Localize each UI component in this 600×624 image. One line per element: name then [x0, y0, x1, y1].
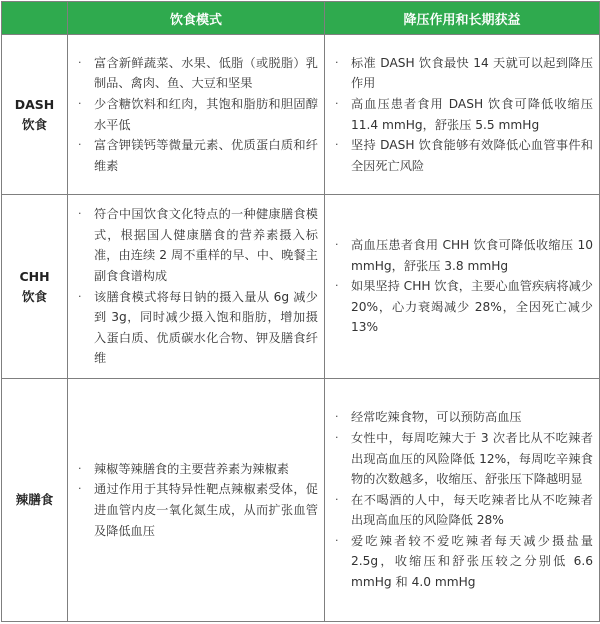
list-item: · 辣椒等辣膳食的主要营养素为辣椒素	[76, 459, 318, 480]
benefit-cell-chh	[325, 195, 600, 379]
bullet-dot-icon: ·	[335, 279, 339, 293]
list-item: · 通过作用于其特异性靶点辣椒素受体，促进血管内皮一氧化氮生成，从而扩张血管及降低血压	[76, 479, 318, 541]
list-item: · 女性中，每周吃辣大于 3 次者比从不吃辣者出现高血压的风险降低 12%，每周吃辛辣食物的次数越多，收缩压、舒张压下降越明显	[333, 428, 593, 490]
pattern-cell-chh	[68, 195, 325, 379]
pattern-cell-spicy	[68, 379, 325, 622]
diet-name-dash	[2, 35, 68, 195]
list-item: · 如果坚持 CHH 饮食，主要心血管疾病将减少 20%，心力衰竭减少 28%，全因死亡减少 13%	[333, 276, 593, 338]
header-diet-pattern: 饮食模式	[68, 2, 325, 35]
bullet-dot-icon: ·	[78, 96, 82, 110]
table-header-row	[2, 2, 600, 35]
table-row-dash	[2, 35, 600, 195]
bullet-dot-icon: ·	[78, 138, 82, 152]
list-item: · 富含钾镁钙等微量元素、优质蛋白质和纤维素	[76, 135, 318, 176]
bullet-dot-icon: ·	[78, 207, 82, 221]
list-item: · 在不喝酒的人中，每天吃辣者比从不吃辣者出现高血压的风险降低 28%	[333, 490, 593, 531]
bullet-dot-icon: ·	[335, 410, 339, 424]
bullet-dot-icon: ·	[335, 430, 339, 444]
table-row-chh	[2, 195, 600, 379]
list-item: · 爱吃辣者较不爱吃辣者每天减少摄盐量 2.5g，收缩压和舒张压较之分别低 6.6 mmHg 和 4.0 mmHg	[333, 531, 593, 593]
bullet-dot-icon: ·	[335, 533, 339, 547]
list-item: · 坚持 DASH 饮食能够有效降低心血管事件和全因死亡风险	[333, 135, 593, 176]
diet-name-text: DASH 饮食	[14, 96, 55, 132]
list-item: · 少含糖饮料和红肉，其饱和脂肪和胆固醇水平低	[76, 94, 318, 135]
bullet-dot-icon: ·	[78, 289, 82, 303]
table-row-spicy	[2, 379, 600, 622]
list-item: · 富含新鲜蔬菜、水果、低脂（或脱脂）乳制品、禽肉、鱼、大豆和坚果	[76, 53, 318, 94]
header-benefit: 降压作用和长期获益	[325, 2, 600, 35]
benefit-cell-spicy	[325, 379, 600, 622]
bullet-dot-icon: ·	[335, 96, 339, 110]
header-blank-cell	[2, 2, 68, 35]
bullet-dot-icon: ·	[335, 138, 339, 152]
bullet-dot-icon: ·	[335, 55, 339, 69]
pattern-cell-dash	[68, 35, 325, 195]
diet-name-text: CHH 饮食	[19, 268, 50, 304]
list-item: · 标准 DASH 饮食最快 14 天就可以起到降压作用	[333, 53, 593, 94]
list-item: · 经常吃辣食物，可以预防高血压	[333, 407, 593, 428]
benefit-cell-dash	[325, 35, 600, 195]
bullet-dot-icon: ·	[78, 482, 82, 496]
bullet-dot-icon: ·	[78, 55, 82, 69]
list-item: · 高血压患者食用 DASH 饮食可降低收缩压 11.4 mmHg，舒张压 5.5 mmHg	[333, 94, 593, 135]
diet-comparison-table	[1, 1, 600, 622]
list-item: · 该膳食模式将每日钠的摄入量从 6g 减少到 3g，同时减少摄入饱和脂肪，增加摄入蛋白质、优质碳水化合物、钾及膳食纤维	[76, 287, 318, 369]
diet-name-chh	[2, 195, 68, 379]
bullet-dot-icon: ·	[78, 461, 82, 475]
list-item: · 符合中国饮食文化特点的一种健康膳食模式，根据国人健康膳食的营养素摄入标准，由连续 2 周不重样的早、中、晚餐主副食食谱构成	[76, 204, 318, 286]
diet-name-spicy: 辣膳食	[2, 379, 68, 622]
bullet-dot-icon: ·	[335, 492, 339, 506]
bullet-dot-icon: ·	[335, 238, 339, 252]
list-item: · 高血压患者食用 CHH 饮食可降低收缩压 10 mmHg，舒张压 3.8 mmHg	[333, 235, 593, 276]
